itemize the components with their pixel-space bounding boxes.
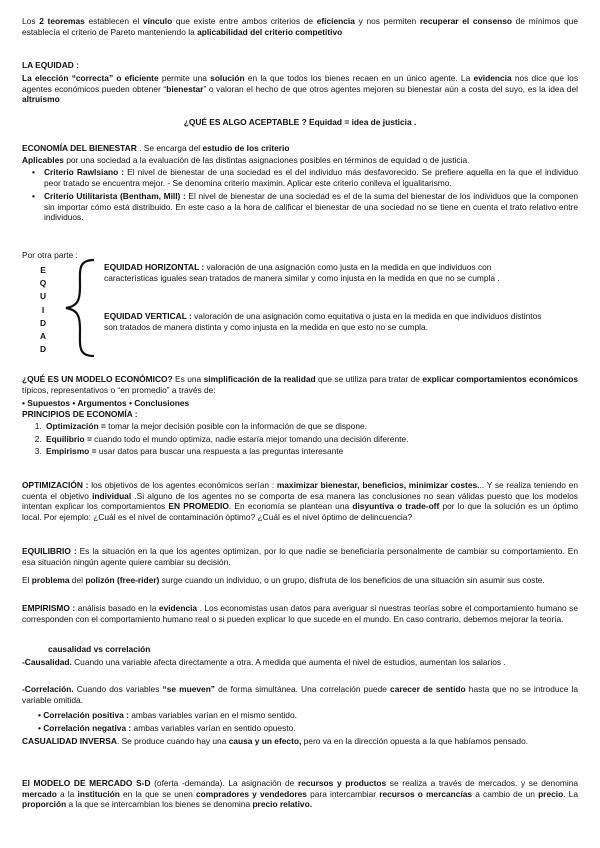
correlacion-negativa: • Correlación negativa : ambas variables varían en sentido opuesto.: [38, 723, 296, 733]
principio-equilibrio: 2. Equilibrio = cuando todo el mundo optimiza, nadie estaría mejor tomando una decisión diferente.: [44, 434, 578, 445]
curly-brace-icon: [60, 258, 100, 358]
letter: Q: [39, 278, 47, 289]
letter: D: [39, 344, 47, 355]
letter: D: [39, 317, 47, 328]
principios-list: [22, 421, 578, 457]
correlacion-paragraph: -Correlación. Cuando dos variables “se mueven” de forma simultánea. Una correlación puede carecer de sentido hasta que no se introduce la variable omitida.: [22, 684, 578, 705]
equidad-heading: LA EQUIDAD :: [22, 60, 79, 70]
equidad-vertical: EQUIDAD VERTICAL : valoración de una asignación como equitativa o justa en la medida en que individuos distintos son tratados de manera distinta y como injusta en la medida en que esto no se cumpla.: [104, 311, 542, 332]
supuestos-line: • Supuestos • Argumentos • Conclusiones: [22, 398, 190, 408]
principios-heading: PRINCIPIOS DE ECONOMÍA :: [22, 409, 138, 419]
correlacion-positiva: • Correlación positiva : ambas variables varían en el mismo sentido.: [38, 710, 297, 720]
principio-optimizacion: 1. Optimización = tomar la mejor decisión posible con la información de que se dispone.: [44, 421, 578, 432]
letter: A: [39, 331, 47, 342]
criterio-rawlsiano: • Criterio Rawlsiano : El nivel de bienestar de una sociedad es el del individuo más desfavorecido. Se prefiere aquella en la que el individuo peor tratado se encuentra mejor. - Se denomina criterio maximin. Aplicar este criterio conlleva el igualitarismo.: [44, 167, 578, 188]
principio-empirismo: 3. Empirismo = usar datos para buscar una respuesta a las preguntas interesante: [44, 446, 578, 457]
equidad-paragraph: La elección “correcta” o eficiente permite una solución en la que todos los bienes recaen en un único agente. La evidencia nos dice que los agentes económicos pueden obtener “bienestar” o valoran el hecho de que otros agentes mejoren su bienestar aún a costa del suyo, es la idea del altruismo: [22, 73, 579, 105]
causalidad-paragraph: -Causalidad. Cuando una variable afecta directamente a otra. A medida que aumenta el nivel de estudios, aumentan los salarios .: [22, 657, 506, 667]
equidad-vertical-letters: [38, 264, 48, 356]
modelo-paragraph: ¿QUÉ ES UN MODELO ECONÓMICO? Es una simplificación de la realidad que se utiliza para tratar de explicar comportamientos económicos típicos, representativos o “en promedio” a través de:: [22, 374, 578, 395]
empirismo-paragraph: EMPIRISMO : análisis basado en la evidencia . Los economistas usan datos para averiguar si nuestras teorías sobre el comportamiento humano se corresponden con el comportamiento humano real o si pueden explicar lo que sucede en el mundo. En caso contrario, debemos mejorar la teoría.: [22, 603, 579, 624]
equilibrio-paragraph: EQUILIBRIO : Es la situación en la que los agentes optimizan, por lo que nadie se beneficiaría personalmente de cambiar su comportamiento. En esa situación ningún agente quiere cambiar su decisión.: [22, 546, 578, 567]
criterio-utilitarista: • Criterio Utilitarista (Bentham, Mill) : El nivel de bienestar de una sociedad es el de la suma del bienestar de los individuos que la componen sin importar cómo está distribuido. En este caso a la hora de calificar el bienestar de una sociedad no se tiene en cuenta el trato relativo entre individuos.: [44, 191, 578, 223]
bienestar-aplicables: Aplicables por una sociedad a la evaluación de las distintas asignaciones posibles en términos de equidad o de justicia.: [22, 155, 470, 165]
optimizacion-paragraph: OPTIMIZACIÓN : los objetivos de los agentes económicos serían : maximizar bienestar, beneficios, minimizar costes... Y se realiza teniendo en cuenta el objetivo individual .Si alguno de los agentes no se comporta de esa manera las conclusiones no sean válidas puesto que los modelos intentan explicar los comportamientos EN PROMEDIO. En economía se plantean una disyuntiva o trade-off por lo que la solución es un óptimo local. Por ejemplo: ¿Cuál es el nivel de contaminación óptimo? ¿Cuál es el nivel óptimo de delincuencia?: [22, 480, 579, 522]
bienestar-criterios-list: [22, 167, 578, 223]
causalidad-heading: causalidad vs correlación: [48, 644, 151, 654]
casualidad-inversa: CASUALIDAD INVERSA. Se produce cuando hay una causa y un efecto, pero va en la dirección opuesta a la que habíamos pensado.: [22, 736, 529, 746]
letter: E: [40, 265, 46, 275]
intro-paragraph: Los 2 teoremas establecen el vínculo que existe entre ambos criterios de eficiencia y nos permiten recuperar el consenso de mínimos que establecía el criterio de Pareto manteniendo la aplicabilidad del criterio competitivo: [22, 16, 578, 37]
mercado-paragraph: El MODELO DE MERCADO S-D (oferta -demanda). La asignación de recursos y productos se realiza a través de mercados. y se denomina mercado a la institución en la que se unen compradores y vendedores para intercambiar recursos o mercancías a cambio de un precio. La proporción a la que se intercambian los bienes se denomina precio relativo.: [22, 778, 579, 810]
equidad-question: ¿QUÉ ES ALGO ACEPTABLE ? Equidad = idea de justicia .: [183, 117, 417, 127]
letter: U: [39, 291, 47, 302]
otra-parte: Por otra parte :: [22, 250, 78, 260]
letter: I: [41, 304, 45, 315]
polizon-paragraph: El problema del polizón (free-rider) surge cuando un individuo, o un grupo, disfruta de los beneficios de una situación sin asumir sus coste.: [22, 575, 545, 585]
bienestar-heading: ECONOMÍA DEL BIENESTAR . Se encarga del estudio de los criterio: [22, 143, 290, 153]
equidad-horizontal: EQUIDAD HORIZONTAL : valoración de una asignación como justa en la medida en que individuos con características iguales sean tratados de manera similar y como injusta en la medida en que no se cumpla .: [104, 262, 500, 283]
